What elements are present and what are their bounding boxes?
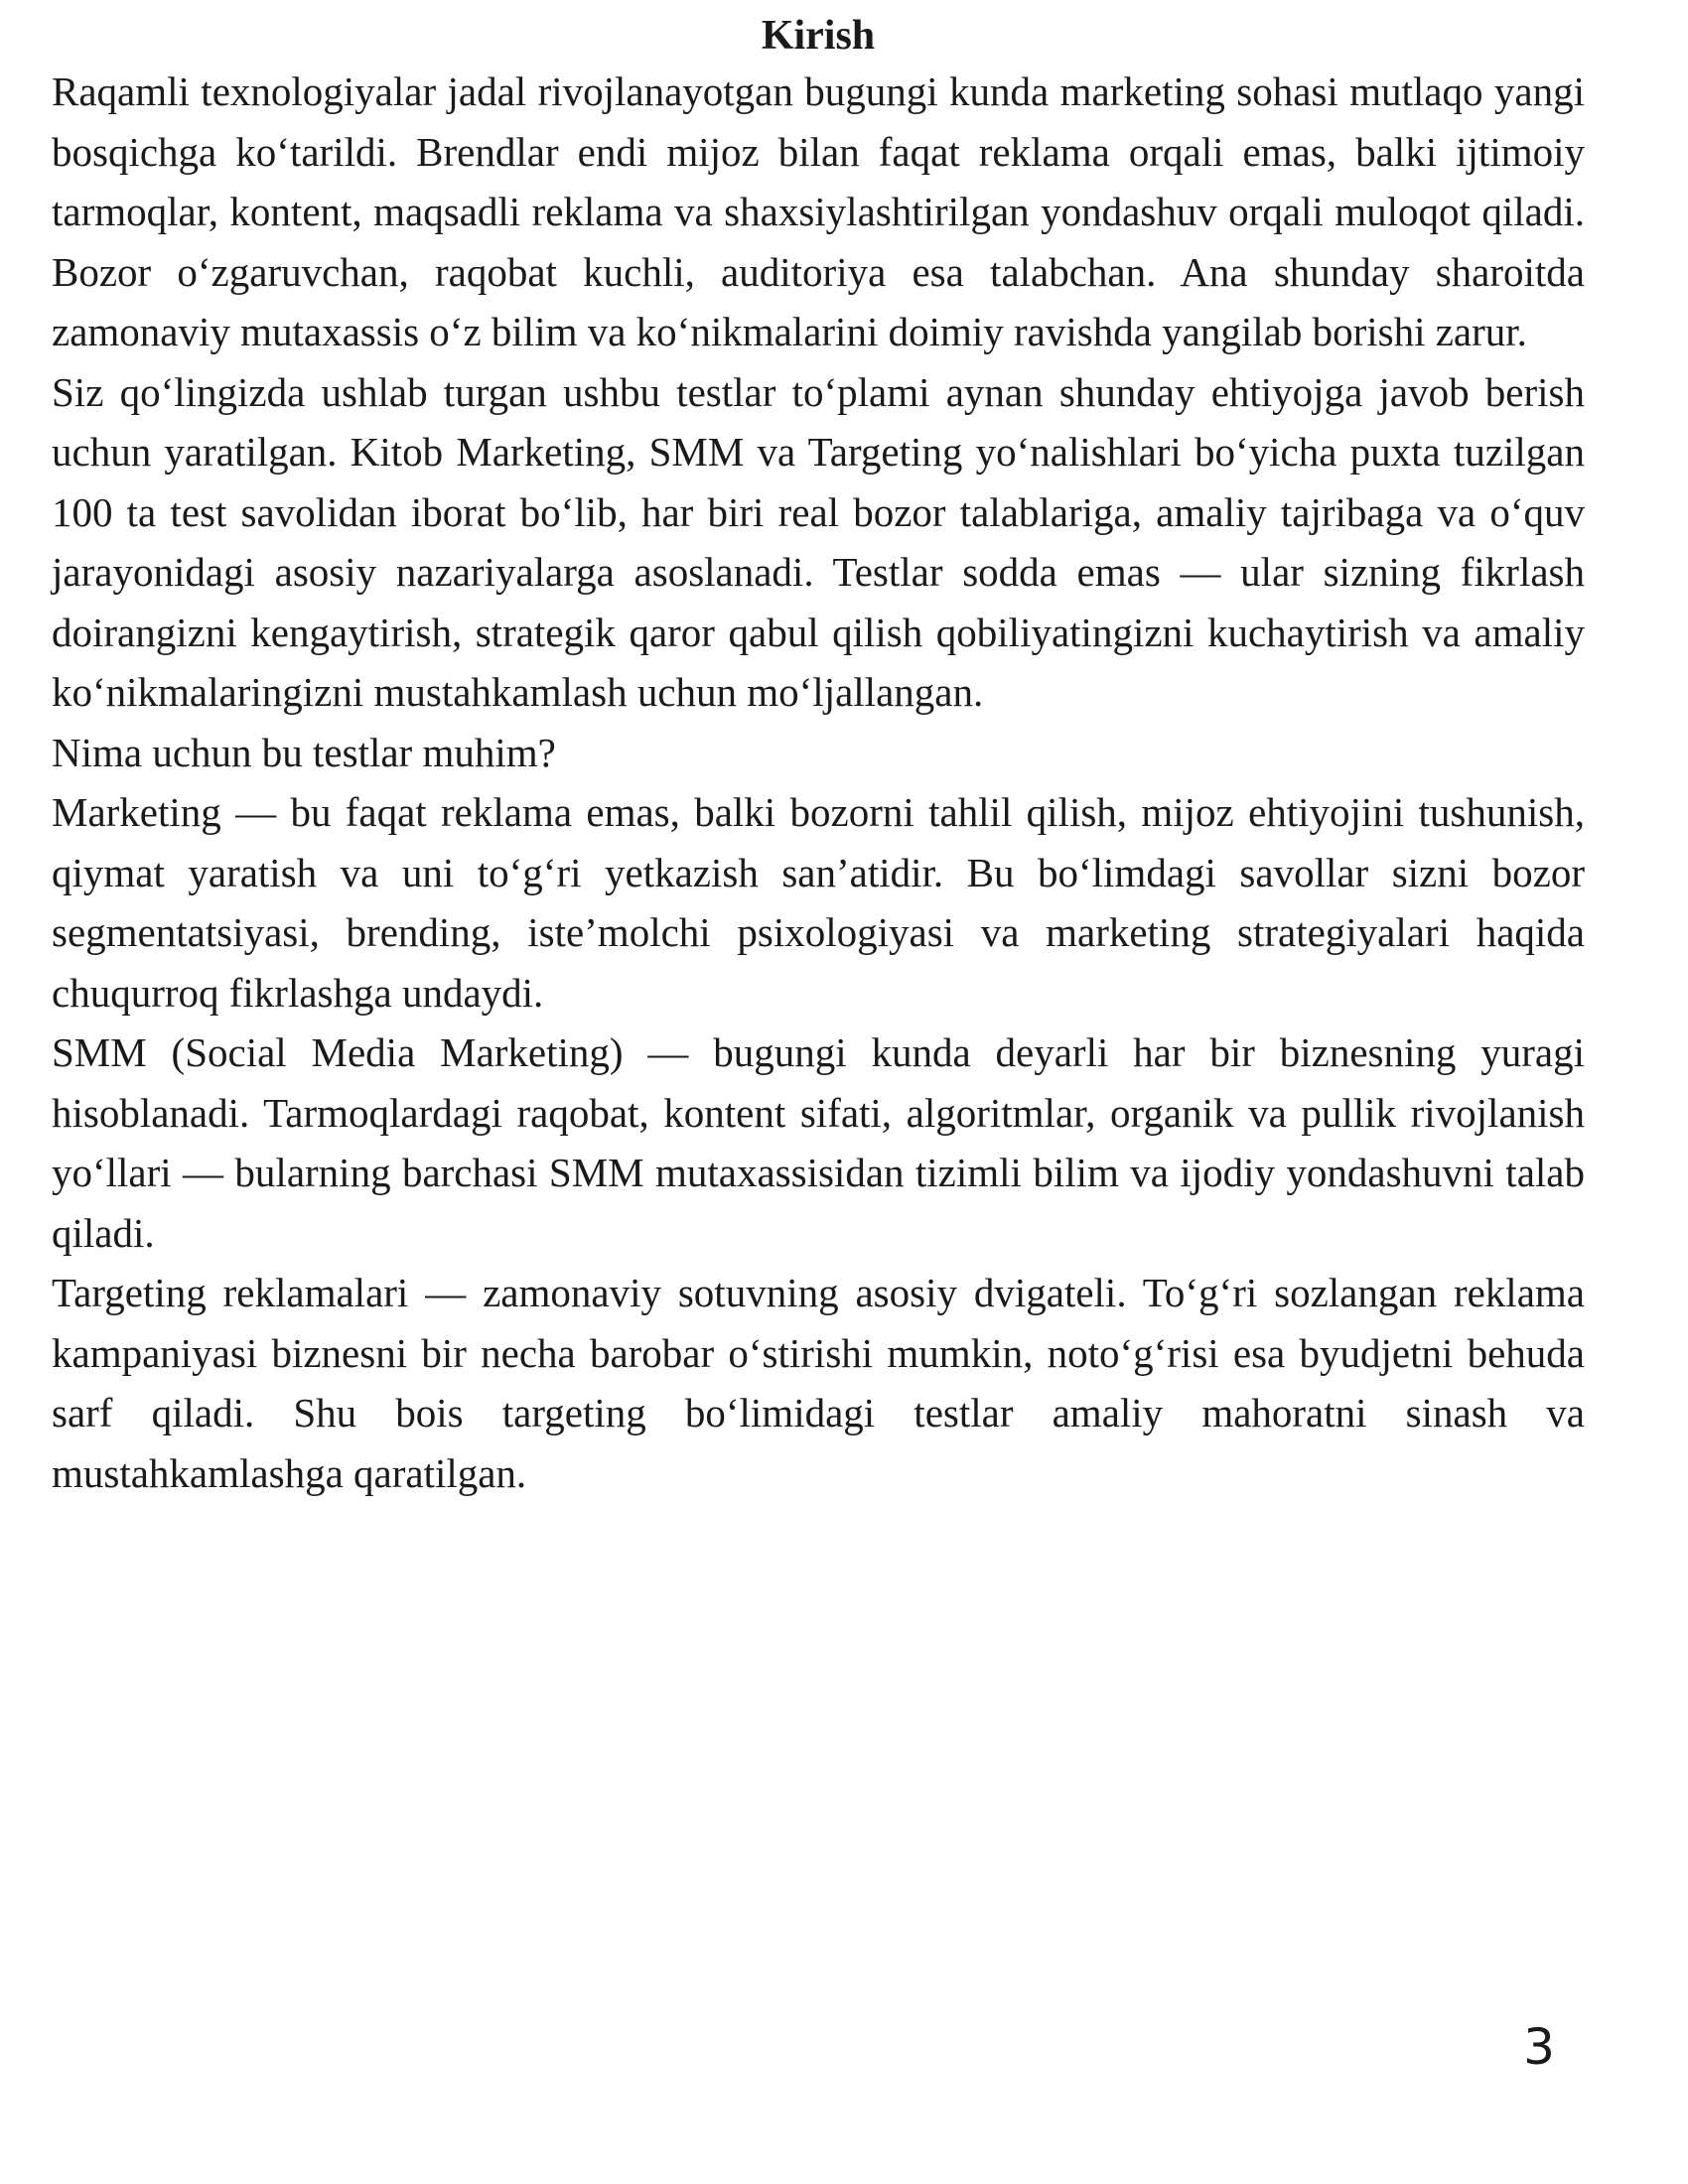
document-page — [52, 10, 1585, 1503]
paragraph-intro: Raqamli texnologiyalar jadal rivojlanayotgan bugungi kunda marketing sohasi mutlaqo yangi bosqichga ko‘tarildi. Brendlar endi mijoz bilan faqat reklama orqali emas, balki ijtimoiy tarmoqlar, kontent, maqsadli reklama va shaxsiylashtirilgan yondashuv orqali muloqot qiladi. Bozor o‘zgaruvchan, raqobat kuchli, auditoriya esa talabchan. Ana shunday sharoitda zamonaviy mutaxassis o‘z bilim va ko‘nikmalarini doimiy ravishda yangilab borishi zarur. — [52, 68, 1585, 354]
paragraph-targeting: Targeting reklamalari — zamonaviy sotuvning asosiy dvigateli. To‘g‘ri sozlangan reklama kampaniyasi biznesni bir necha barobar o‘stirishi mumkin, noto‘g‘risi esa byudjetni behuda sarf qiladi. Shu bois targeting bo‘limidagi testlar amaliy mahoratni sinash va mustahkamlashga qaratilgan. — [52, 1270, 1585, 1496]
paragraph-about-tests: Siz qo‘lingizda ushlab turgan ushbu testlar to‘plami aynan shunday ehtiyojga javob berish uchun yaratilgan. Kitob Marketing, SMM va Targeting yo‘nalishlari bo‘yicha puxta tuzilgan 100 ta test savolidan iborat bo‘lib, har biri real bozor talablariga, amaliy tajribaga va o‘quv jarayonidagi asosiy nazariyalarga asoslanadi. Testlar sodda emas — ular sizning fikrlash doirangizni kengaytirish, strategik qaror qabul qilish qobiliyatingizni kuchaytirish va amaliy ko‘nikmalaringizni mustahkamlash uchun mo‘ljallangan. — [52, 368, 1585, 715]
paragraph-marketing: Marketing — bu faqat reklama emas, balki bozorni tahlil qilish, mijoz ehtiyojini tushunish, qiymat yaratish va uni to‘g‘ri yetkazish san’atidir. Bu bo‘limdagi savollar sizni bozor segmentatsiyasi, brending, iste’molchi psixologiyasi va marketing strategiyalari haqida chuqurroq fikrlashga undaydi. — [52, 789, 1585, 1016]
page-title: Kirish — [761, 13, 876, 59]
paragraph-question: Nima uchun bu testlar muhim? — [52, 729, 556, 775]
paragraph-smm: SMM (Social Media Marketing) — bugungi kunda deyarli har bir biznesning yuragi hisoblanadi. Tarmoqlardagi raqobat, kontent sifati, algoritmlar, organik va pullik rivojlanish yo‘llari — bularning barchasi SMM mutaxassisidan tizimli bilim va ijodiy yondashuvni talab qiladi. — [52, 1029, 1585, 1256]
page-number: 3 — [1523, 2018, 1555, 2076]
